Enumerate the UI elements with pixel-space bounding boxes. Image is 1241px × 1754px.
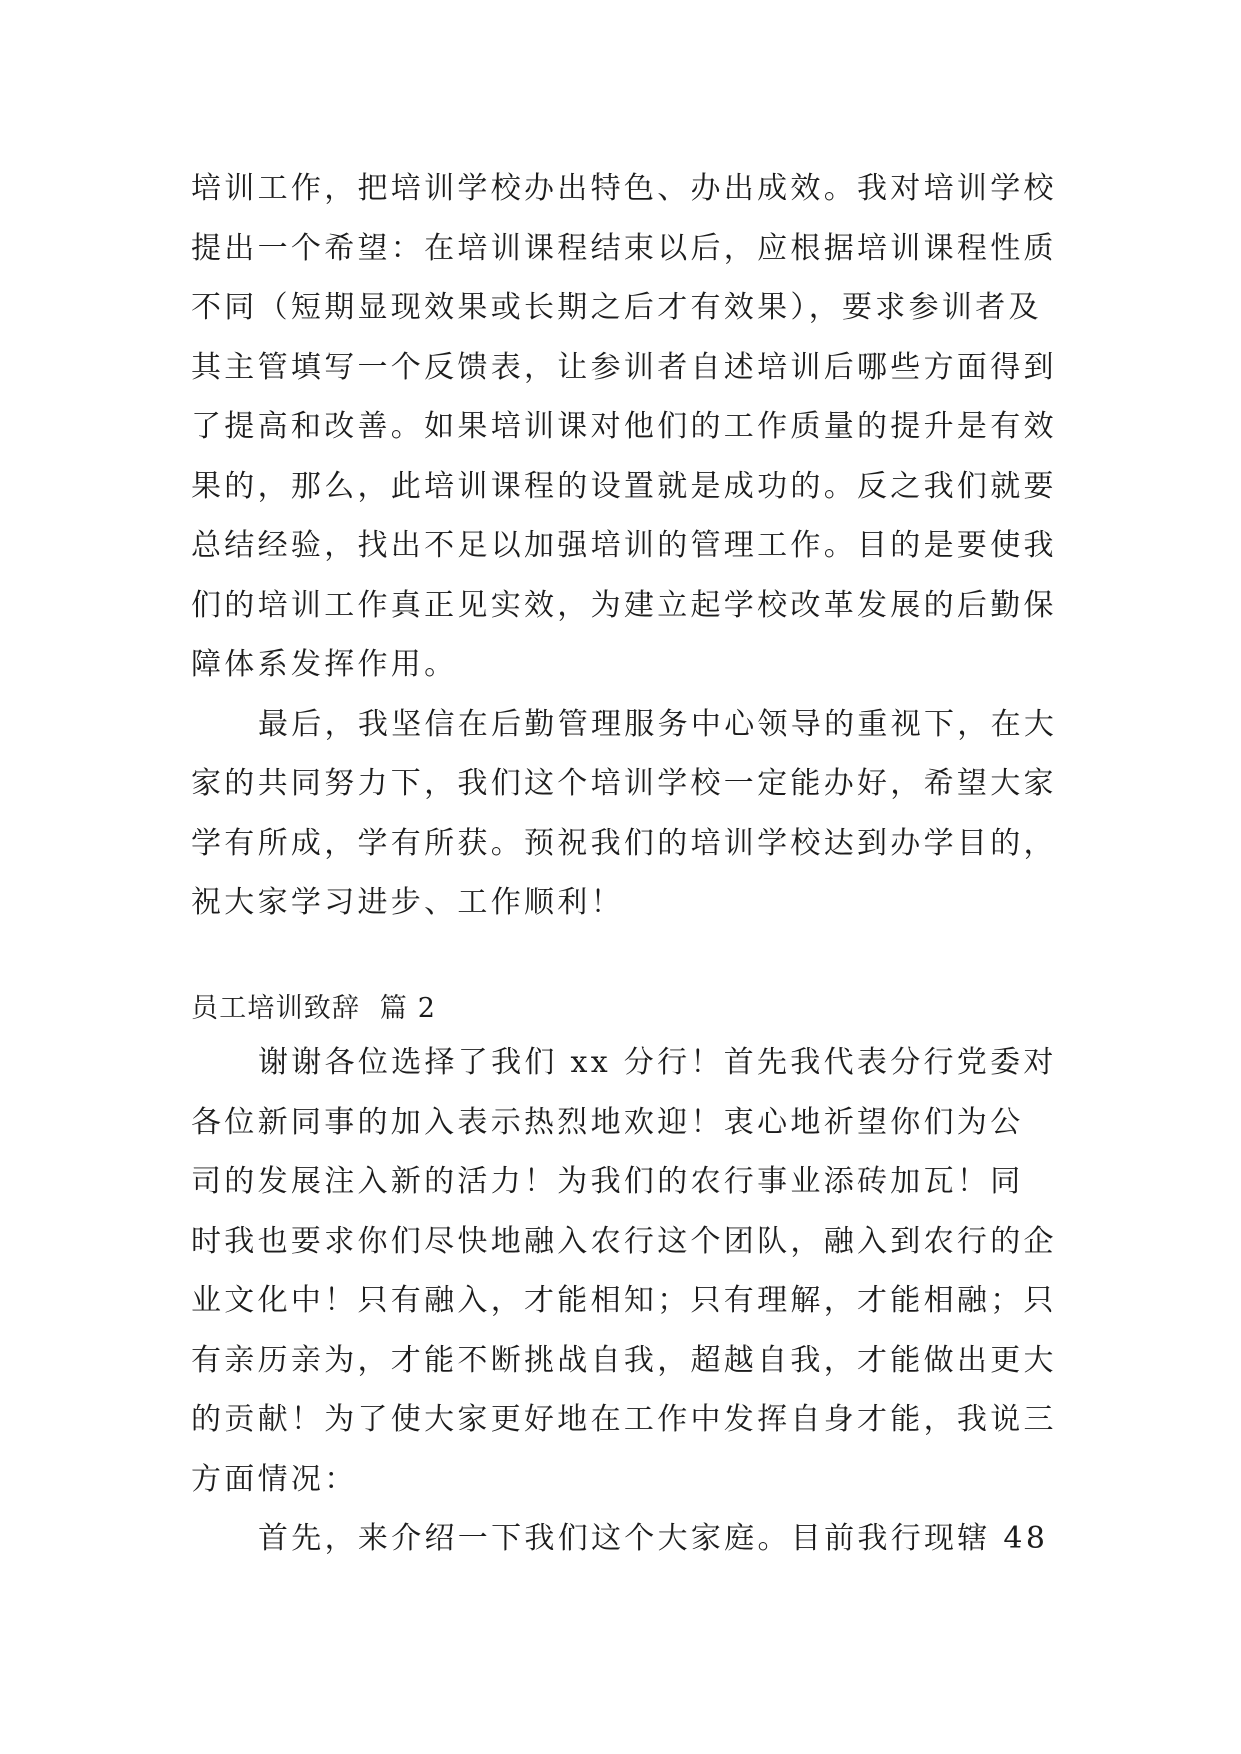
text-line: 最后，我坚信在后勤管理服务中心领导的重视下，在大 [258,706,1058,742]
text-line: 方面情况： [191,1461,358,1497]
text-line: 业文化中！只有融入，才能相知；只有理解，才能相融；只 [191,1283,1057,1318]
paragraph [191,695,1151,933]
paragraph [191,1509,1151,1569]
body-text-section-1 [191,159,1151,933]
body-text-section-2 [191,1033,1151,1569]
text-line: 司的发展注入新的活力！为我们的农行事业添砖加瓦！同 [191,1164,1024,1199]
section-heading: 员工培训致辞 篇 2 [191,993,437,1024]
text-line: 障体系发挥作用。 [191,647,458,682]
text-line: 学有所成，学有所获。预祝我们的培训学校达到办学目的， [191,825,1057,861]
text-line: 其主管填写一个反馈表，让参训者自述培训后哪些方面得到 [191,349,1057,385]
text-line: 家的共同努力下，我们这个培训学校一定能办好，希望大家 [191,766,1057,801]
text-line: 各位新同事的加入表示热烈地欢迎！衷心地祈望你们为公 [191,1104,1024,1140]
text-line: 提出一个希望：在培训课程结束以后，应根据培训课程性质 [191,230,1057,266]
text-line: 培训工作，把培训学校办出特色、办出成效。我对培训学校 [191,171,1057,206]
text-line: 有亲历亲为，才能不断挑战自我，超越自我，才能做出更大 [191,1342,1057,1378]
text-line: 时我也要求你们尽快地融入农行这个团队，融入到农行的企 [191,1223,1057,1259]
text-line: 们的培训工作真正见实效，为建立起学校改革发展的后勤保 [191,587,1057,623]
text-line: 总结经验，找出不足以加强培训的管理工作。目的是要使我 [191,528,1057,563]
text-line: 不同（短期显现效果或长期之后才有效果），要求参训者及 [191,290,1042,325]
text-line: 的贡献！为了使大家更好地在工作中发挥自身才能，我说三 [191,1402,1057,1437]
text-line: 祝大家学习进步、工作顺利！ [191,885,624,920]
text-line: 谢谢各位选择了我们 xx 分行！首先我代表分行党委对 [258,1045,1057,1080]
text-line: 首先，来介绍一下我们这个大家庭。目前我行现辖 48 [258,1521,1049,1556]
text-line: 果的，那么，此培训课程的设置就是成功的。反之我们就要 [191,468,1057,504]
paragraph [191,159,1151,695]
section-heading-block [191,989,1151,1029]
text-line: 了提高和改善。如果培训课对他们的工作质量的提升是有效 [191,409,1057,444]
paragraph [191,1033,1151,1509]
